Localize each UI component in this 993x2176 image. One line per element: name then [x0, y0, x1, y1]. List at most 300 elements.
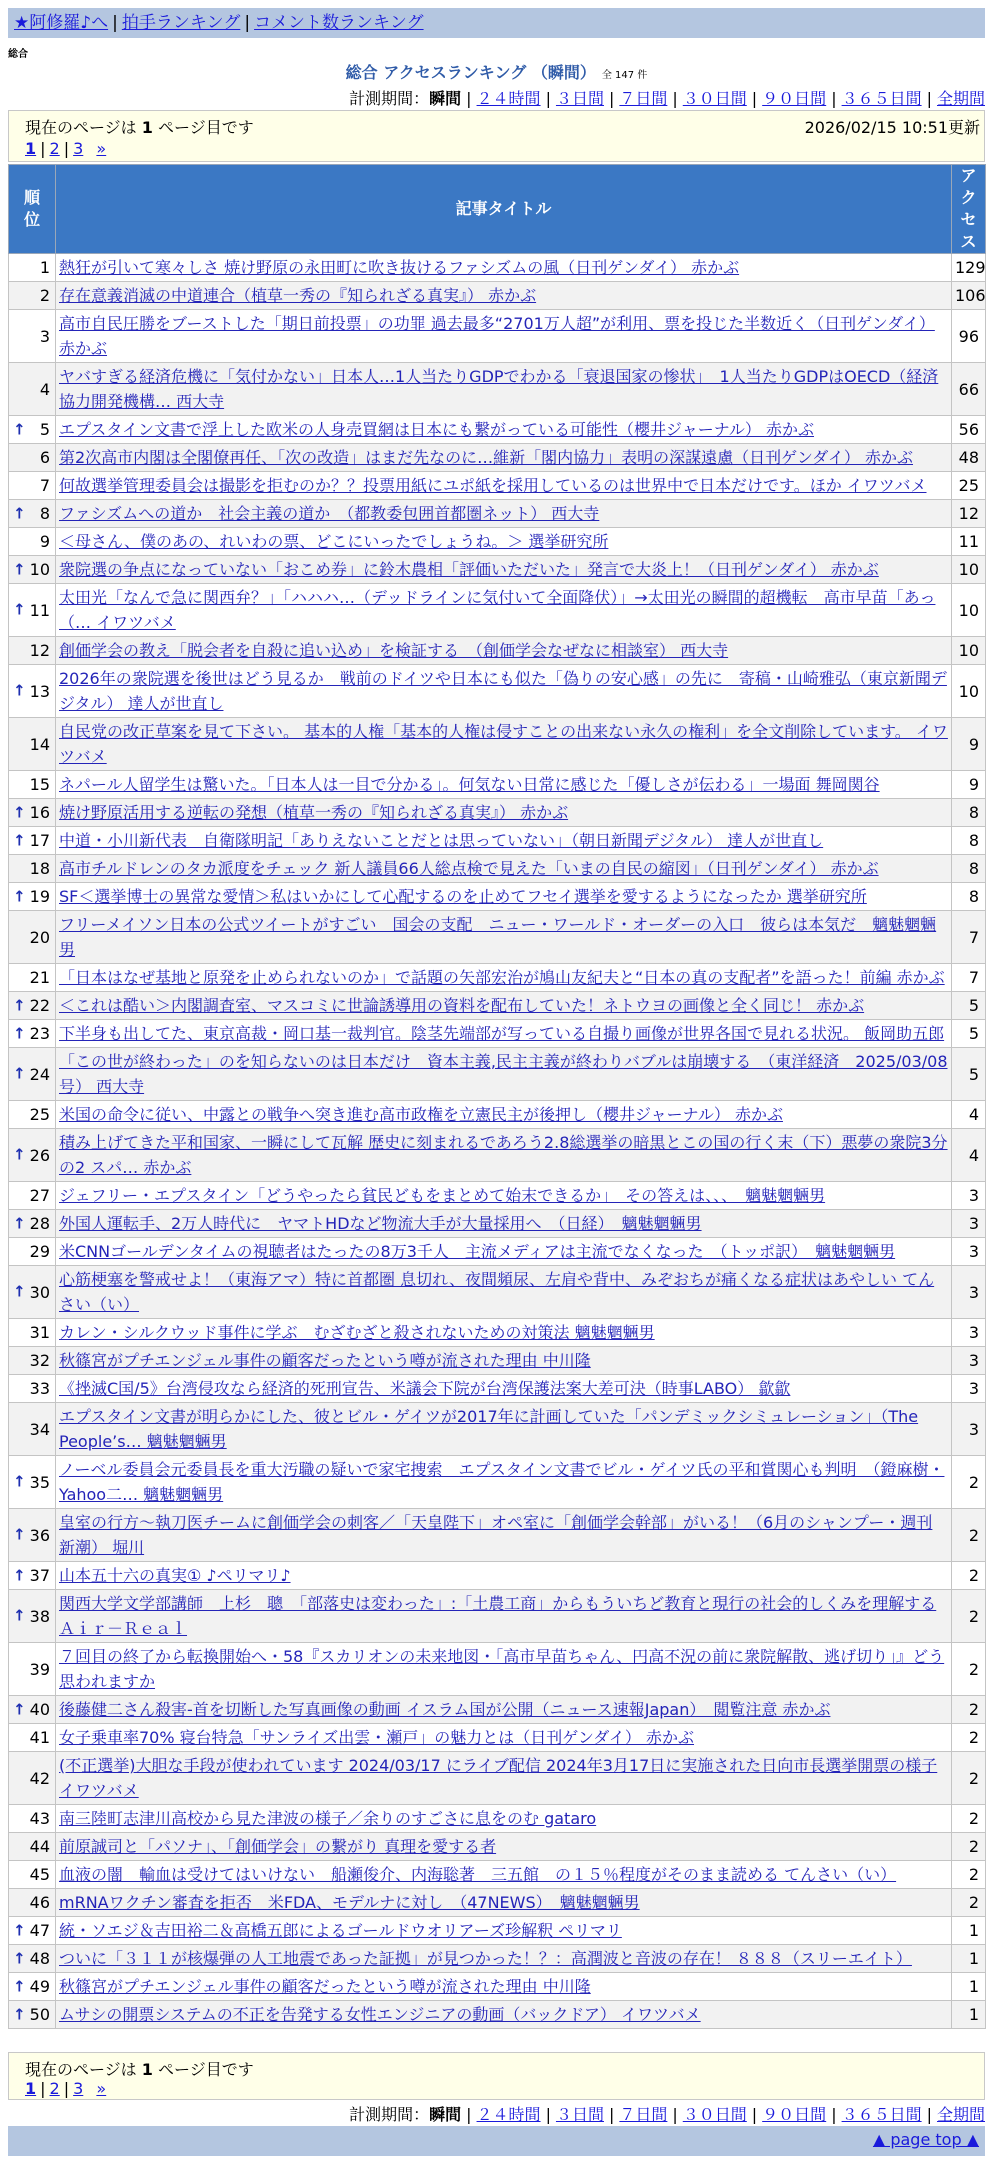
period-link-0[interactable]: ２４時間: [476, 89, 541, 108]
rank-number: 8: [39, 504, 50, 523]
period-current: 瞬間: [429, 89, 462, 108]
title-cell: [56, 1833, 952, 1861]
period-separator: |: [926, 89, 932, 108]
article-link[interactable]: 衆院選の争点になっていない「おこめ券」に鈴木農相「評価いただいた」発言で大炎上！（日刊ゲンダイ） 赤かぶ: [59, 560, 879, 579]
article-link[interactable]: 太田光「なんで急に関西弁？」「ハハハ…（デッドラインに気付いて全面降伏）」→太田光の瞬間的超機転 高市早苗「あっ（… イワツバメ: [59, 588, 936, 632]
rank-number: 38: [29, 1606, 50, 1626]
article-link[interactable]: ネパール人留学生は驚いた。「日本人は一目で分かる」。何気ない日常に感じた「優しさが伝わる」一場面 舞岡関谷: [59, 775, 880, 794]
title-cell: [56, 1101, 952, 1129]
nav-separator: |: [112, 13, 118, 33]
access-count: 48: [952, 444, 986, 472]
page-info-bottom: [8, 2052, 985, 2100]
rank-cell: [9, 718, 56, 771]
access-count: 3: [952, 1210, 986, 1238]
top-nav-bar: [8, 8, 985, 38]
rank-number: 36: [29, 1525, 50, 1545]
article-link[interactable]: フリーメイソン日本の公式ツイートがすごい 国会の支配 ニュー・ワールド・オーダーの入口 彼らは本気だ 魑魅魍魎男: [59, 915, 937, 959]
up-arrow-icon: ↑: [13, 996, 26, 1014]
page-link-1[interactable]: 1: [25, 139, 37, 158]
article-link[interactable]: エプスタイン文書が明らかにした、彼とビル・ゲイツが2017年に計画していた「パンデミックシミュレーション」（The People’s… 魑魅魍魎男: [59, 1407, 919, 1451]
table-row: [9, 416, 986, 444]
article-link[interactable]: mRNAワクチン審査を拒否 米FDA、モデルナに対し （47NEWS） 魑魅魍魎男: [59, 1893, 640, 1912]
table-row: [9, 584, 986, 637]
rank-number: 41: [29, 1728, 50, 1747]
period-link-6[interactable]: 全期間: [936, 89, 985, 108]
access-count: 2: [952, 1696, 986, 1724]
page-info-top: [8, 110, 985, 162]
rank-cell: [9, 254, 56, 282]
rank-number: 26: [29, 1145, 50, 1165]
access-count: 7: [952, 964, 986, 992]
article-link[interactable]: エプスタイン文書で浮上した欧米の人身売買網は日本にも繋がっている可能性（櫻井ジャーナル） 赤かぶ: [59, 420, 815, 439]
period-link-3[interactable]: ３０日間: [682, 89, 747, 108]
article-link[interactable]: 関西大学文学部講師 上杉 聰 「部落史は変わった」:「土農工商」からもういちど教育と現行の社会的しくみを理解するＡｉｒ－Ｒｅａｌ: [59, 1594, 937, 1638]
table-row: [9, 1861, 986, 1889]
up-arrow-icon: ↑: [13, 1566, 26, 1584]
article-link[interactable]: 皇室の行方〜執刀医チームに創価学会の刺客／「天皇陛下」オペ室に「創価学会幹部」がいる！（6月のシャンプー・週刊新潮） 堀川: [59, 1513, 933, 1557]
title-cell: [56, 883, 952, 911]
rank-number: 3: [39, 326, 50, 346]
table-row: [9, 1724, 986, 1752]
up-arrow-icon: ↑: [13, 831, 26, 849]
nav-clap-ranking-link[interactable]: 拍手ランキング: [121, 13, 241, 33]
table-row: [9, 472, 986, 500]
article-link[interactable]: 下半身も出してた、東京高裁・岡口基一裁判官。陰茎先端部が写っている自撮り画像が世界各国で見れる状況。 飯岡助五郎: [59, 1024, 945, 1043]
article-link[interactable]: 前原誠司と「パソナ」、「創価学会」の繋がり 真理を愛する者: [59, 1837, 497, 1856]
title-cell: [56, 528, 952, 556]
page-top-link[interactable]: ▲ page top ▲: [872, 2130, 979, 2149]
period-separator: |: [831, 89, 837, 108]
access-count: 2: [952, 1509, 986, 1562]
rank-cell: [9, 855, 56, 883]
rank-cell: [9, 1805, 56, 1833]
access-count: 8: [952, 799, 986, 827]
rank-number: 10: [29, 560, 50, 579]
table-row: [9, 1319, 986, 1347]
access-count: 11: [952, 528, 986, 556]
rank-cell: [9, 1752, 56, 1805]
rank-number: 5: [39, 420, 50, 439]
table-row: [9, 1509, 986, 1562]
table-row: [9, 310, 986, 363]
pagination-bottom: [25, 2079, 106, 2098]
article-link[interactable]: ７回目の終了から転換開始へ・58『スカリオンの未来地図・「高市早苗ちゃん、円高不況の前に衆院解散、逃げ切り」』どう思われますか: [59, 1647, 945, 1691]
access-count: 4: [952, 1101, 986, 1129]
title-cell: [56, 1643, 952, 1696]
page-link-3[interactable]: 3: [73, 2079, 84, 2098]
rank-number: 42: [29, 1768, 50, 1788]
next-page-link[interactable]: »: [96, 2079, 107, 2098]
current-page-text: 現在のページは 1 ページ目です: [25, 2060, 254, 2079]
rank-cell: [9, 1182, 56, 1210]
article-link[interactable]: 秋篠宮がプチエンジェル事件の顧客だったという噂が流された理由 中川隆: [59, 1977, 591, 1996]
rank-number: 29: [29, 1242, 50, 1261]
article-link[interactable]: 高市自民圧勝をブーストした「期日前投票」の功罪 過去最多“2701万人超”が利用、票を投じた半数近く（日刊ゲンダイ） 赤かぶ: [59, 314, 935, 358]
up-arrow-icon: ↑: [13, 600, 26, 619]
period-separator: |: [545, 2105, 551, 2124]
up-arrow-icon: ↑: [13, 681, 26, 700]
title-cell: [56, 992, 952, 1020]
access-count: 10: [952, 584, 986, 637]
title-cell: [56, 310, 952, 363]
article-link[interactable]: ジェフリー・エプスタイン「どうやったら貧民どもをまとめて始末できるか」 その答えは、、、 魑魅魍魎男: [59, 1186, 826, 1205]
article-link[interactable]: ムサシの開票システムの不正を告発する女性エンジニアの動画（バックドア） イワツバメ: [59, 2005, 701, 2024]
article-link[interactable]: 統・ソエジ＆吉田裕二＆高橋五郎によるゴールドウオリアーズ珍解釈 ペリマリ: [59, 1921, 622, 1940]
access-count: 129: [952, 254, 986, 282]
title-cell: [56, 1945, 952, 1973]
table-row: [9, 1375, 986, 1403]
table-row: [9, 637, 986, 665]
up-arrow-icon: ↑: [13, 1282, 26, 1301]
table-row: [9, 1590, 986, 1643]
article-link[interactable]: 中道・小川新代表 自衛隊明記「ありえないことだとは思っていない」（朝日新聞デジタル） 達人が世直し: [59, 831, 824, 850]
table-row: [9, 1210, 986, 1238]
table-row: [9, 1833, 986, 1861]
access-count: 12: [952, 500, 986, 528]
article-link[interactable]: 創価学会の教え「脱会者を自殺に追い込め」を検証する （創価学会なぜなに相談室） 西大寺: [59, 641, 729, 660]
article-link[interactable]: カレン・シルクウッド事件に学ぶ むざむざと殺されないための対策法 魑魅魍魎男: [59, 1323, 655, 1342]
rank-number: 30: [29, 1282, 50, 1302]
article-link[interactable]: 秋篠宮がプチエンジェル事件の顧客だったという噂が流された理由 中川隆: [59, 1351, 591, 1370]
article-link[interactable]: 後藤健二さん殺害-首を切断した写真画像の動画 イスラム国が公開（ニュース速報Japan） 閲覧注意 赤かぶ: [59, 1700, 831, 1719]
access-count: 3: [952, 1375, 986, 1403]
table-row: [9, 771, 986, 799]
period-link-2[interactable]: ７日間: [619, 89, 668, 108]
access-count: 5: [952, 1048, 986, 1101]
article-link[interactable]: 山本五十六の真実① ♪ペリマリ♪: [59, 1566, 291, 1585]
table-row: [9, 2001, 986, 2029]
table-row: [9, 556, 986, 584]
article-link[interactable]: 2026年の衆院選を後世はどう見るか 戦前のドイツや日本にも似た「偽りの安心感」の先に 寄稿・山崎雅弘（東京新聞デジタル） 達人が世直し: [59, 669, 947, 713]
table-row: [9, 500, 986, 528]
table-row: [9, 1456, 986, 1509]
article-link[interactable]: (不正選挙)大胆な手段が使われています 2024/03/17 にライブ配信 2024年3月17日に実施された日向市長選挙開票の様子 イワツバメ: [59, 1756, 938, 1800]
rank-number: 46: [29, 1893, 50, 1912]
period-separator: |: [751, 2105, 758, 2124]
up-arrow-icon: ↑: [13, 1606, 26, 1625]
pagination-top: [25, 139, 106, 158]
up-arrow-icon: ↑: [13, 560, 26, 578]
rank-cell: [9, 1210, 56, 1238]
up-arrow-icon: ↑: [13, 2005, 26, 2023]
rank-number: 49: [29, 1977, 50, 1996]
rank-number: 20: [29, 927, 50, 947]
article-link[interactable]: ＜これは酷い＞内閣調査室、マスコミに世論誘導用の資料を配布していた！ネトウヨの画像と全く同じ！ 赤かぶ: [59, 996, 865, 1015]
period-link-4[interactable]: ９０日間: [762, 89, 827, 108]
table-row: [9, 1101, 986, 1129]
article-link[interactable]: ノーベル委員会元委員長を重大汚職の疑いで家宅捜索 エプスタイン文書でビル・ゲイツ氏の平和賞関心も判明 （鐙麻樹・Yahoo二… 魑魅魍魎男: [59, 1460, 945, 1504]
rank-cell: [9, 1945, 56, 1973]
period-separator: |: [926, 2105, 932, 2124]
access-count: 25: [952, 472, 986, 500]
period-link-6[interactable]: 全期間: [936, 2105, 985, 2124]
next-page-link[interactable]: »: [96, 139, 107, 158]
access-count: 10: [952, 637, 986, 665]
article-link[interactable]: 心筋梗塞を警戒せよ！（東海アマ）特に首都圏 息切れ、夜間頻尿、左肩や背中、みぞおちが痛くなる症状はあやしい てんさい（い）: [59, 1270, 935, 1314]
title-cell: [56, 1590, 952, 1643]
rank-cell: [9, 1456, 56, 1509]
category-label: 総合: [8, 49, 28, 60]
table-row: [9, 883, 986, 911]
rank-number: 44: [29, 1837, 50, 1856]
table-row: [9, 1347, 986, 1375]
rank-cell: [9, 1238, 56, 1266]
rank-cell: [9, 1724, 56, 1752]
rank-cell: [9, 1319, 56, 1347]
access-count: 2: [952, 1805, 986, 1833]
rank-cell: [9, 444, 56, 472]
rank-number: 37: [29, 1566, 50, 1585]
col-access-header: アクセス: [952, 165, 986, 254]
access-count: 3: [952, 1238, 986, 1266]
rank-number: 39: [29, 1659, 50, 1679]
article-link[interactable]: 自民党の改正草案を見て下さい。 基本的人権「基本的人権は侵すことの出来ない永久の権利」を全文削除しています。 イワツバメ: [59, 722, 948, 766]
rank-cell: [9, 1509, 56, 1562]
article-link[interactable]: ＜母さん、僕のあの、れいわの票、どこにいったでしょうね。＞ 選挙研究所: [59, 532, 609, 551]
article-link[interactable]: 積み上げてきた平和国家、一瞬にして瓦解 歴史に刻まれるであろう2.8総選挙の暗黒とこの国の行く末（下）悪夢の衆院3分の2 スパ… 赤かぶ: [59, 1133, 948, 1177]
article-link[interactable]: 何故選挙管理委員会は撮影を拒むのか？？投票用紙にユポ紙を採用しているのは世界中で日本だけです。ほか イワツバメ: [59, 476, 927, 495]
access-count: 3: [952, 1319, 986, 1347]
table-row: [9, 1266, 986, 1319]
rank-cell: [9, 1917, 56, 1945]
rank-cell: [9, 964, 56, 992]
table-row: [9, 1562, 986, 1590]
title-cell: [56, 718, 952, 771]
access-count: 9: [952, 718, 986, 771]
rank-cell: [9, 1696, 56, 1724]
table-row: [9, 1889, 986, 1917]
period-link-5[interactable]: ３６５日間: [841, 2105, 922, 2124]
title-cell: [56, 1973, 952, 2001]
period-separator: |: [831, 2105, 837, 2124]
access-count: 2: [952, 1861, 986, 1889]
access-count: 1: [952, 1973, 986, 2001]
period-selector-bottom: [349, 2102, 985, 2125]
article-link[interactable]: 熱狂が引いて寒々しさ 焼け野原の永田町に吹き抜けるファシズムの風（日刊ゲンダイ） 赤かぶ: [59, 258, 740, 277]
period-separator: |: [608, 2105, 615, 2124]
title-cell: [56, 416, 952, 444]
article-link[interactable]: 南三陸町志津川高校から見た津波の様子／余りのすごさに息をのむ gataro: [59, 1809, 597, 1828]
table-row: [9, 1238, 986, 1266]
rank-number: 18: [29, 859, 50, 878]
article-link[interactable]: 第2次高市内閣は全閣僚再任、「次の改造」はまだ先なのに…維新「閣内協力」表明の深謀遠慮（日刊ゲンダイ） 赤かぶ: [59, 448, 913, 467]
rank-cell: [9, 1861, 56, 1889]
pager-separator: |: [63, 2079, 70, 2098]
period-link-1[interactable]: ３日間: [555, 2105, 604, 2124]
rank-number: 14: [29, 734, 50, 754]
current-page-number: 1: [141, 118, 153, 137]
rank-cell: [9, 528, 56, 556]
article-link[interactable]: 高市チルドレンのタカ派度をチェック 新人議員66人総点検で見えた「いまの自民の縮図」（日刊ゲンダイ） 赤かぶ: [59, 859, 879, 878]
access-count: 3: [952, 1347, 986, 1375]
current-page-text: 現在のページは 1 ページ目です: [25, 118, 254, 137]
up-arrow-icon: ↑: [13, 887, 26, 905]
article-link[interactable]: 女子乗車率70% 寝台特急「サンライズ出雲・瀬戸」の魅力とは（日刊ゲンダイ） 赤かぶ: [59, 1728, 695, 1747]
period-link-1[interactable]: ３日間: [555, 89, 604, 108]
up-arrow-icon: ↑: [13, 1064, 26, 1083]
page-link-2[interactable]: 2: [49, 2079, 60, 2098]
col-title-header: 記事タイトル: [56, 165, 952, 254]
access-count: 3: [952, 1403, 986, 1456]
page-link-3[interactable]: 3: [73, 139, 84, 158]
rank-cell: [9, 1020, 56, 1048]
up-arrow-icon: ↑: [13, 1024, 26, 1042]
table-row: [9, 1643, 986, 1696]
rank-cell: [9, 500, 56, 528]
access-count: 3: [952, 1182, 986, 1210]
table-row: [9, 1129, 986, 1182]
table-row: [9, 528, 986, 556]
page-link-2[interactable]: 2: [49, 139, 60, 158]
article-link[interactable]: 血液の闇 輸血は受けてはいけない 船瀬俊介、内海聡著 三五館 の１５％程度がそのまま読める てんさい（い）: [59, 1865, 897, 1884]
rank-cell: [9, 1101, 56, 1129]
rank-cell: [9, 1375, 56, 1403]
access-count: 10: [952, 665, 986, 718]
period-link-2[interactable]: ７日間: [619, 2105, 668, 2124]
title-cell: [56, 771, 952, 799]
access-count: 2: [952, 1752, 986, 1805]
rank-number: 13: [29, 681, 50, 701]
rank-number: 34: [29, 1419, 50, 1439]
ranking-table: [8, 164, 986, 2029]
article-link[interactable]: 「この世が終わった」のを知らないのは日本だけ 資本主義,民主主義が終わりバブルは崩壊する （東洋経済 2025/03/08号） 西大寺: [59, 1052, 948, 1096]
rank-number: 11: [29, 600, 50, 620]
table-row: [9, 254, 986, 282]
table-row: [9, 1182, 986, 1210]
article-link[interactable]: 存在意義消滅の中道連合（植草一秀の『知られざる真実』） 赤かぶ: [59, 286, 537, 305]
rank-cell: [9, 799, 56, 827]
rank-number: 31: [29, 1323, 50, 1342]
up-arrow-icon: ↑: [13, 803, 26, 821]
access-count: 2: [952, 1590, 986, 1643]
rank-number: 33: [29, 1379, 50, 1398]
ranking-title: 総合 アクセスランキング （瞬間）: [345, 63, 596, 82]
rank-cell: [9, 1266, 56, 1319]
rank-number: 40: [29, 1700, 50, 1719]
rank-number: 15: [29, 775, 50, 794]
article-link[interactable]: ファシズムへの道か 社会主義の道か （都教委包囲首都圏ネット） 西大寺: [59, 504, 600, 523]
article-link[interactable]: 外国人運転手、2万人時代に ヤマトHDなど物流大手が大量採用へ （日経） 魑魅魍魎男: [59, 1214, 702, 1233]
article-link[interactable]: SF＜選挙博士の異常な愛情＞私はいかにして心配するのを止めてフセイ選挙を愛するようになったか 選挙研究所: [59, 887, 867, 906]
period-link-3[interactable]: ３０日間: [682, 2105, 747, 2124]
rank-cell: [9, 2001, 56, 2029]
page-link-1[interactable]: 1: [25, 2079, 37, 2098]
title-cell: [56, 911, 952, 964]
period-link-4[interactable]: ９０日間: [762, 2105, 827, 2124]
title-cell: [56, 556, 952, 584]
rank-number: 7: [39, 476, 50, 495]
rank-number: 24: [29, 1064, 50, 1084]
title-cell: [56, 1403, 952, 1456]
title-cell: [56, 1129, 952, 1182]
rank-cell: [9, 1643, 56, 1696]
period-separator: |: [545, 89, 551, 108]
article-link[interactable]: 米CNNゴールデンタイムの視聴者はたったの8万3千人 主流メディアは主流でなくなった （トッポ訳） 魑魅魍魎男: [59, 1242, 896, 1261]
access-count: 2: [952, 1643, 986, 1696]
article-link[interactable]: 《挫滅C国/5》台湾侵攻なら経済的死刑宣告、米議会下院が台湾保護法案大差可決（時事LABO） 歙歙: [59, 1379, 791, 1398]
up-arrow-icon: ↑: [13, 1700, 26, 1718]
title-cell: [56, 1210, 952, 1238]
access-count: 1: [952, 2001, 986, 2029]
rank-cell: [9, 472, 56, 500]
rank-number: 47: [29, 1921, 50, 1940]
title-cell: [56, 637, 952, 665]
nav-comment-ranking-link[interactable]: コメント数ランキング: [254, 13, 424, 33]
table-row: [9, 1403, 986, 1456]
rank-number: 4: [39, 379, 50, 399]
rank-number: 1: [39, 258, 50, 277]
period-separator: |: [466, 89, 472, 108]
access-count: 1: [952, 1917, 986, 1945]
access-count: 106: [952, 282, 986, 310]
table-row: [9, 1020, 986, 1048]
rank-cell: [9, 1973, 56, 2001]
article-link[interactable]: ヤバすぎる経済危機に「気付かない」日本人…1人当たりGDPでわかる「衰退国家の惨状」 1人当たりGDPはOECD（経済協力開発機構… 西大寺: [59, 367, 939, 411]
title-cell: [56, 1456, 952, 1509]
pager-space: [87, 2079, 92, 2098]
access-count: 66: [952, 363, 986, 416]
up-arrow-icon: ↑: [13, 1214, 26, 1232]
table-row: [9, 1048, 986, 1101]
title-cell: [56, 1266, 952, 1319]
article-link[interactable]: 「日本はなぜ基地と原発を止められないのか」で話題の矢部宏治が鳩山友紀夫と“日本の真の支配者”を語った！前編 赤かぶ: [59, 968, 945, 987]
article-link[interactable]: 米国の命令に従い、中露との戦争へ突き進む高市政権を立憲民主が後押し（櫻井ジャーナル） 赤かぶ: [59, 1105, 783, 1124]
rank-cell: [9, 771, 56, 799]
access-count: 3: [952, 1266, 986, 1319]
title-cell: [56, 1861, 952, 1889]
rank-cell: [9, 1347, 56, 1375]
title-cell: [56, 1375, 952, 1403]
access-count: 9: [952, 771, 986, 799]
up-arrow-icon: ↑: [13, 1525, 26, 1544]
title-cell: [56, 584, 952, 637]
up-arrow-icon: ↑: [13, 1472, 26, 1491]
title-cell: [56, 1509, 952, 1562]
rank-cell: [9, 416, 56, 444]
table-row: [9, 282, 986, 310]
rank-number: 23: [29, 1024, 50, 1043]
article-link[interactable]: 焼け野原活用する逆転の発想（植草一秀の『知られざる真実』） 赤かぶ: [59, 803, 569, 822]
rank-cell: [9, 1403, 56, 1456]
table-row: [9, 1945, 986, 1973]
title-cell: [56, 1020, 952, 1048]
table-row: [9, 363, 986, 416]
rank-cell: [9, 827, 56, 855]
table-row: [9, 1917, 986, 1945]
access-count: 2: [952, 1562, 986, 1590]
title-cell: [56, 1347, 952, 1375]
rank-cell: [9, 282, 56, 310]
access-count: 2: [952, 1833, 986, 1861]
period-separator: |: [672, 2105, 678, 2124]
period-link-5[interactable]: ３６５日間: [841, 89, 922, 108]
title-cell: [56, 799, 952, 827]
title-cell: [56, 1696, 952, 1724]
period-current: 瞬間: [429, 2105, 462, 2124]
updated-timestamp: 2026/02/15 10:51更新: [804, 118, 980, 137]
period-separator: |: [466, 2105, 472, 2124]
rank-cell: [9, 1889, 56, 1917]
period-separator: |: [672, 89, 678, 108]
up-arrow-icon: ↑: [13, 1145, 26, 1164]
pager-separator: |: [63, 139, 70, 158]
up-arrow-icon: ↑: [13, 1949, 26, 1967]
period-link-0[interactable]: ２４時間: [476, 2105, 541, 2124]
nav-separator: |: [244, 13, 251, 33]
article-link[interactable]: ついに「３１１が核爆弾の人工地震であった証拠」が見つかった！？：高潤波と音波の存在！ ８８８（スリーエイト）: [59, 1949, 912, 1968]
title-cell: [56, 827, 952, 855]
nav-home-link[interactable]: ★阿修羅♪へ: [14, 13, 109, 33]
